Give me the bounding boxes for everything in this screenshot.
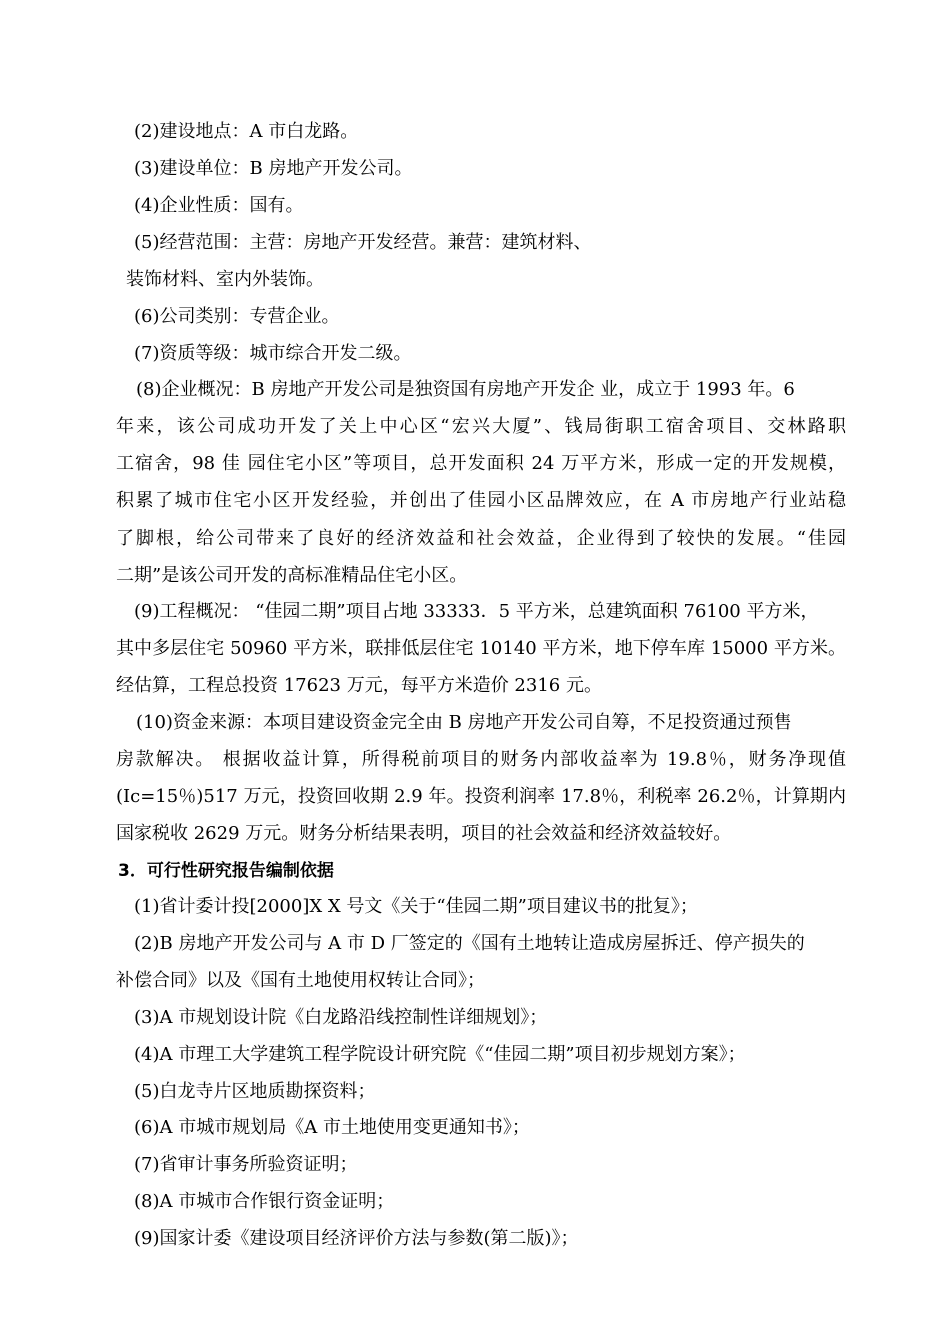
item-builder: (3)建设单位：B 房地产开发公司。 bbox=[134, 158, 413, 179]
item-company-type: (6)公司类别：专营企业。 bbox=[134, 306, 340, 327]
basis-item: (5)白龙寺片区地质勘探资料； bbox=[134, 1081, 376, 1102]
project-line: 经估算，工程总投资 17623 万元，每平方米造价 2316 元。 bbox=[116, 675, 602, 696]
project-line: (9)工程概况： “佳园二期”项目占地 33333．5 平方米，总建筑面积 76100 平方米， bbox=[134, 601, 819, 622]
overview-line: 了脚根，给公司带来了良好的经济效益和社会效益，企业得到了较快的发展。“佳园 bbox=[116, 528, 846, 549]
project-line: 其中多层住宅 50960 平方米，联排低层住宅 10140 平方米，地下停车库 15000 平方米。 bbox=[116, 638, 846, 659]
overview-line: 二期”是该公司开发的高标准精品住宅小区。 bbox=[116, 565, 468, 586]
basis-item-cont: 补偿合同》以及《国有土地使用权转让合同》； bbox=[116, 970, 485, 991]
funding-line: 国家税收 2629 万元。财务分析结果表明，项目的社会效益和经济效益较好。 bbox=[116, 823, 732, 844]
funding-line: (Ic=15％)517 万元，投资回收期 2.9 年。投资利润率 17.8％，利税率 26.2％，计算期内 bbox=[116, 786, 846, 807]
item-business-scope: (5)经营范围：主营：房地产开发经营。兼营：建筑材料、 bbox=[134, 232, 592, 253]
item-ownership: (4)企业性质：国有。 bbox=[134, 195, 304, 216]
basis-item: (3)A 市规划设计院《白龙路沿线控制性详细规划》； bbox=[134, 1007, 548, 1028]
overview-line: (8)企业概况：B 房地产开发公司是独资国有房地产开发企 业，成立于 1993 年。6 bbox=[136, 379, 795, 400]
basis-item: (8)A 市城市合作银行资金证明； bbox=[134, 1191, 395, 1212]
basis-item: (9)国家计委《建设项目经济评价方法与参数(第二版)》； bbox=[134, 1228, 579, 1249]
item-qualification: (7)资质等级：城市综合开发二级。 bbox=[134, 343, 412, 364]
item-business-scope-cont: 装饰材料、室内外装饰。 bbox=[126, 269, 324, 290]
funding-line: (10)资金来源：本项目建设资金完全由 B 房地产开发公司自筹，不足投资通过预售 bbox=[136, 712, 792, 733]
basis-item: (6)A 市城市规划局《A 市土地使用变更通知书》； bbox=[134, 1117, 530, 1138]
overview-line: 工宿舍，98 佳 园住宅小区”等项目，总开发面积 24 万平方米，形成一定的开发规模， bbox=[116, 453, 846, 474]
basis-item: (4)A 市理工大学建筑工程学院设计研究院《“佳园二期”项目初步规划方案》； bbox=[134, 1044, 746, 1065]
basis-item: (2)B 房地产开发公司与 A 市 D 厂签定的《国有土地转让造成房屋拆迁、停产损失的 bbox=[134, 933, 805, 954]
funding-line: 房款解决。 根据收益计算，所得税前项目的财务内部收益率为 19.8％，财务净现值 bbox=[116, 749, 846, 770]
overview-line: 年来，该公司成功开发了关上中心区“宏兴大厦”、钱局街职工宿舍项目、交林路职 bbox=[116, 416, 846, 437]
basis-item: (1)省计委计投[2000]X X 号文《关于“佳园二期”项目建议书的批复》； bbox=[134, 896, 698, 917]
item-location: (2)建设地点：A 市白龙路。 bbox=[134, 121, 359, 142]
section-heading: 3．可行性研究报告编制依据 bbox=[118, 861, 334, 881]
basis-item: (7)省审计事务所验资证明； bbox=[134, 1154, 358, 1175]
overview-line: 积累了城市住宅小区开发经验，并创出了佳园小区品牌效应，在 A 市房地产行业站稳 bbox=[116, 490, 846, 511]
